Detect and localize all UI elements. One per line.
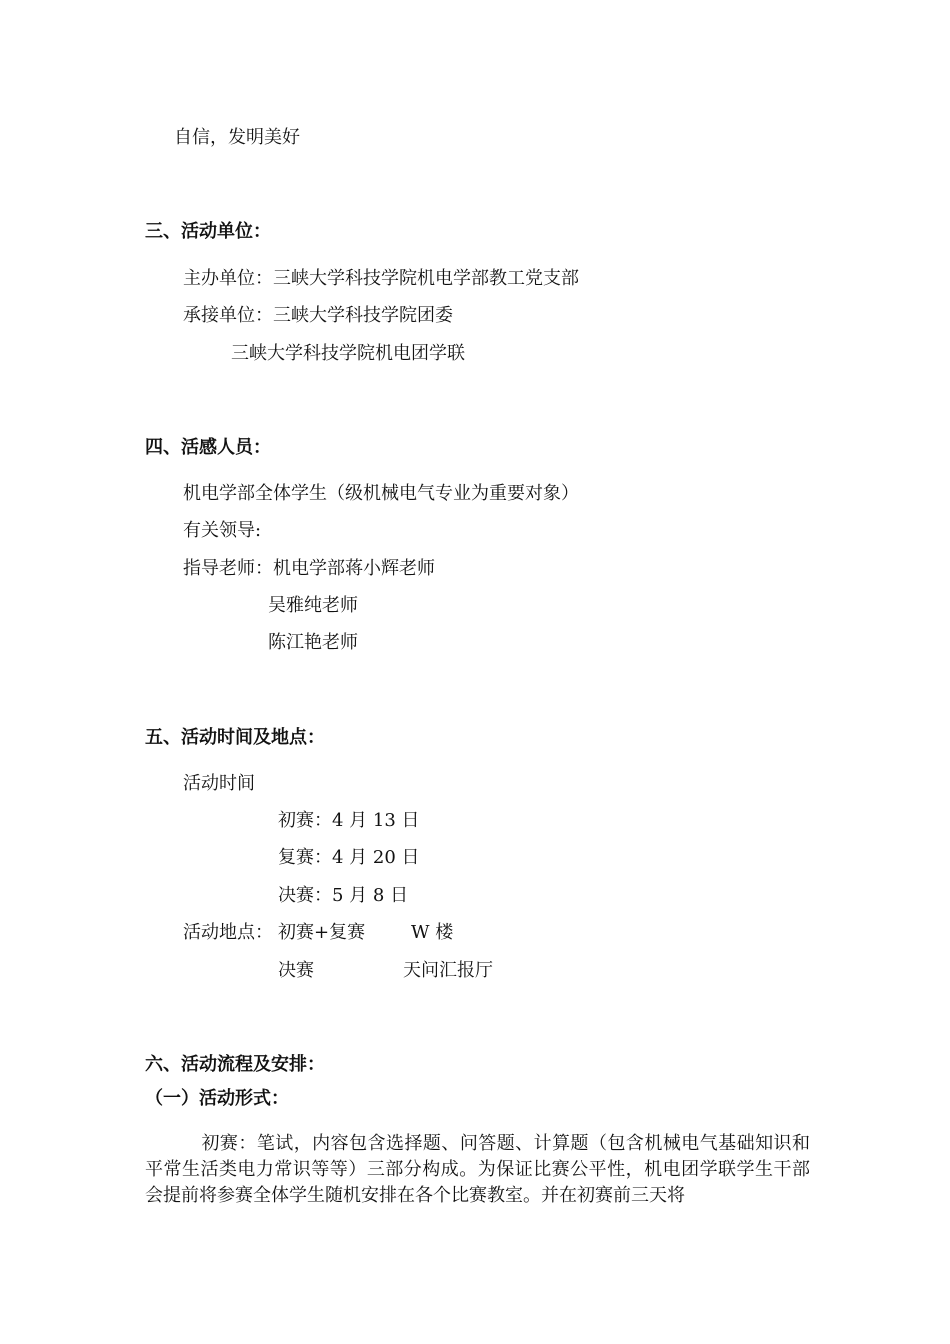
section-heading-4: 四、活感人员： [145,437,271,458]
host-unit: 主办单位：三峡大学科技学院机电学部教工党支部 [183,268,579,289]
paragraph-text: 初赛：笔试，内容包含选择题、问答题、计算题（包含机械电气基础知识和平常生活类电力常识等等）三部分构成。为保证比赛公平性，机电团学联学生干部会提前将参赛全体学生随机安排在各个比赛教室。并在初赛前三天将 [145,1133,810,1206]
text-line: 自信，发明美好 [174,127,300,148]
advisor-2: 吴雅纯老师 [268,595,358,616]
section-heading-5: 五、活动时间及地点： [145,727,325,748]
advisor-1: 指导老师：机电学部蒋小辉老师 [183,558,435,579]
leaders: 有关领导: [183,520,262,541]
location-2-event: 决赛 [278,960,314,981]
final-date: 决赛：5 月 8 日 [278,885,409,906]
location-1-place: W 楼 [411,922,454,943]
advisor-3: 陈江艳老师 [268,632,358,653]
participants: 机电学部全体学生（级机械电气专业为重要对象） [183,483,579,504]
preliminary-date: 初赛：4 月 13 日 [278,810,420,831]
section-heading-3: 三、活动单位： [145,221,271,242]
location-2-place: 天问汇报厅 [403,960,493,981]
subsection-heading: （一）活动形式： [145,1088,289,1109]
organizer-unit: 承接单位：三峡大学科技学院团委 [183,305,453,326]
organizer-unit-2: 三峡大学科技学院机电团学联 [231,343,465,364]
section-heading-6: 六、活动流程及安排： [145,1054,325,1075]
body-paragraph [145,1131,810,1209]
time-label: 活动时间 [183,773,255,794]
location-label: 活动地点： [183,922,273,943]
semifinal-date: 复赛：4 月 20 日 [278,847,420,868]
location-1-event: 初赛+复赛 [278,922,366,943]
